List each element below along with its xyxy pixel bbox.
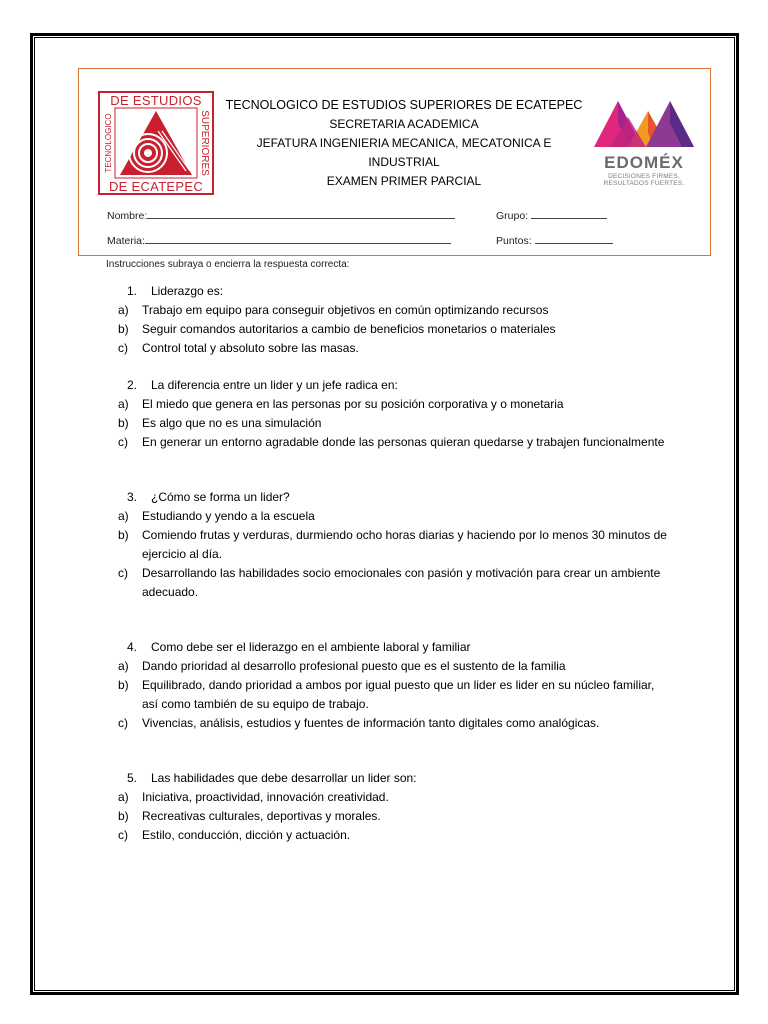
puntos-row xyxy=(496,233,613,247)
logo-text-bottom: DE ECATEPEC xyxy=(108,179,204,194)
puntos-field[interactable] xyxy=(535,233,613,244)
option-text: El miedo que genera en las personas por su posición corporativa y o monetaria xyxy=(142,397,564,411)
question-text: ¿Cómo se forma un lider? xyxy=(151,490,290,504)
secretaria-title: SECRETARIA ACADEMICA xyxy=(329,117,479,131)
option-text: Comiendo frutas y verduras, durmiendo ocho horas diarias y haciendo por lo menos 30 minutos de ejercicio al día. xyxy=(142,528,667,561)
option-letter: c) xyxy=(118,828,128,842)
materia-row xyxy=(107,233,451,247)
option-letter: c) xyxy=(118,566,128,580)
tese-logo xyxy=(98,91,214,195)
option-text: Recreativas culturales, deportivas y morales. xyxy=(142,809,381,823)
option-letter: a) xyxy=(118,790,129,804)
jefatura-title: JEFATURA INGENIERIA MECANICA, MECATONICA E xyxy=(256,136,552,150)
jefatura-title-cont: INDUSTRIAL xyxy=(368,155,440,169)
edomex-slogan xyxy=(588,173,700,187)
header-titles xyxy=(224,96,584,191)
option-letter: a) xyxy=(118,397,129,411)
option-text: Seguir comandos autoritarios a cambio de beneficios monetarios o materiales xyxy=(142,322,556,336)
nombre-row xyxy=(107,208,455,222)
option-c[interactable] xyxy=(110,714,670,733)
option-a[interactable] xyxy=(110,301,670,320)
option-a[interactable] xyxy=(110,788,670,807)
option-b[interactable] xyxy=(110,676,670,714)
option-letter: c) xyxy=(118,341,128,355)
option-letter: b) xyxy=(118,416,129,430)
exam-header xyxy=(78,68,711,256)
question-number: 4. xyxy=(127,640,138,654)
option-letter: c) xyxy=(118,435,128,449)
logo-text-top: DE ESTUDIOS xyxy=(110,93,202,108)
grupo-row xyxy=(496,208,607,222)
option-letter: b) xyxy=(118,678,129,692)
question-number: 1. xyxy=(127,284,138,298)
slogan-line-1: DECISIONES FIRMES, xyxy=(608,173,680,180)
option-c[interactable] xyxy=(110,826,670,845)
nombre-field[interactable] xyxy=(147,208,455,219)
option-text: Control total y absoluto sobre las masas. xyxy=(142,341,359,355)
option-a[interactable] xyxy=(110,657,670,676)
option-text: Dando prioridad al desarrollo profesional puesto que es el sustento de la familia xyxy=(142,659,566,673)
option-b[interactable] xyxy=(110,320,670,339)
institution-name: TECNOLOGICO DE ESTUDIOS SUPERIORES DE ECATEPEC xyxy=(225,98,583,112)
option-b[interactable] xyxy=(110,414,670,433)
exam-title: EXAMEN PRIMER PARCIAL xyxy=(326,174,482,188)
option-b[interactable] xyxy=(110,526,670,564)
question-number: 5. xyxy=(127,771,138,785)
logo-text-left: TECNOLOGICO xyxy=(104,113,113,173)
option-text: Vivencias, análisis, estudios y fuentes de información tanto digitales como analógicas. xyxy=(142,716,600,730)
option-a[interactable] xyxy=(110,507,670,526)
question-text: La diferencia entre un lider y un jefe radica en: xyxy=(151,378,398,392)
option-text: En generar un entorno agradable donde las personas quieran quedarse y trabajen funcionalmente xyxy=(142,435,665,449)
slogan-line-2: RESULTADOS FUERTES. xyxy=(603,180,685,187)
option-a[interactable] xyxy=(110,395,670,414)
nombre-label: Nombre: xyxy=(107,210,148,222)
option-letter: b) xyxy=(118,809,129,823)
option-text: Es algo que no es una simulación xyxy=(142,416,322,430)
question-5 xyxy=(110,769,670,845)
option-text: Iniciativa, proactividad, innovación creatividad. xyxy=(142,790,389,804)
option-text: Estudiando y yendo a la escuela xyxy=(142,509,315,523)
question-number: 2. xyxy=(127,378,138,392)
question-text: Como debe ser el liderazgo en el ambiente laboral y familiar xyxy=(151,640,471,654)
option-letter: b) xyxy=(118,322,129,336)
option-c[interactable] xyxy=(110,564,670,602)
question-4 xyxy=(110,638,670,733)
question-2 xyxy=(110,376,670,452)
instructions: Instrucciones subraya o encierra la respuesta correcta: xyxy=(106,259,350,270)
question-1 xyxy=(110,282,670,358)
option-c[interactable] xyxy=(110,339,670,358)
question-list xyxy=(110,282,670,845)
option-c[interactable] xyxy=(110,433,670,452)
option-letter: c) xyxy=(118,716,128,730)
question-text: Liderazgo es: xyxy=(151,284,224,298)
edomex-wordmark: EDOMÉX xyxy=(604,153,684,172)
option-letter: a) xyxy=(118,659,129,673)
option-letter: a) xyxy=(118,509,129,523)
option-text: Trabajo em equipo para conseguir objetivos en común optimizando recursos xyxy=(142,303,549,317)
option-letter: b) xyxy=(118,528,129,542)
edomex-mountains-icon xyxy=(588,95,700,153)
option-text: Desarrollando las habilidades socio emocionales con pasión y motivación para crear un ambiente adecuado. xyxy=(142,566,661,599)
grupo-label: Grupo: xyxy=(496,210,529,222)
question-number: 3. xyxy=(127,490,138,504)
question-text: Las habilidades que debe desarrollar un lider son: xyxy=(151,771,417,785)
option-letter: a) xyxy=(118,303,129,317)
edomex-logo xyxy=(588,95,700,193)
puntos-label: Puntos: xyxy=(496,235,532,247)
option-text: Equilibrado, dando prioridad a ambos por igual puesto que un lider es lider en su núcleo familiar, así como también de su equipo de trabajo. xyxy=(142,678,655,711)
grupo-field[interactable] xyxy=(531,208,607,219)
materia-field[interactable] xyxy=(145,233,451,244)
option-b[interactable] xyxy=(110,807,670,826)
materia-label: Materia: xyxy=(107,235,145,247)
option-text: Estilo, conducción, dicción y actuación. xyxy=(142,828,351,842)
question-3 xyxy=(110,488,670,602)
logo-text-right: SUPERIORES xyxy=(199,110,210,176)
